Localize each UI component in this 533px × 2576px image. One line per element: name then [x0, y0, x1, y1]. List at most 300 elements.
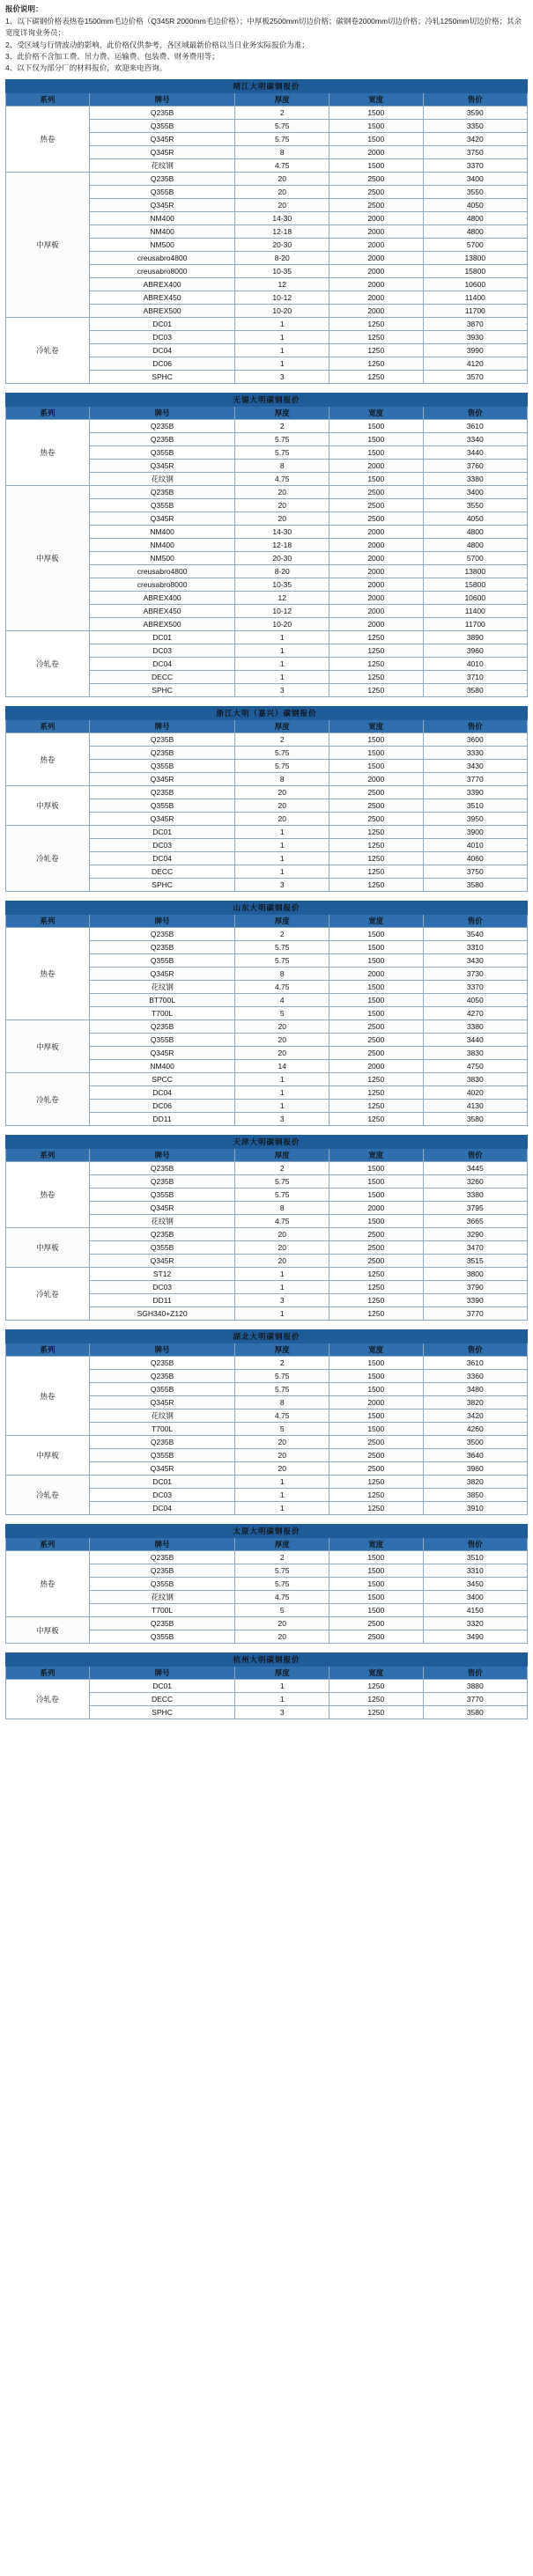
series-category: 热卷 [6, 107, 90, 173]
grade-cell: NM400 [89, 225, 235, 239]
column-header: 售价 [423, 1149, 527, 1162]
price-cell: 3580 [423, 1706, 527, 1719]
thickness-cell: 1 [235, 1086, 329, 1100]
price-cell: 11700 [423, 618, 527, 631]
grade-cell: DECC [89, 671, 235, 684]
grade-cell: NM400 [89, 212, 235, 225]
thickness-cell: 1 [235, 357, 329, 371]
series-category: 中厚板 [6, 1436, 90, 1476]
price-cell: 3290 [423, 1228, 527, 1241]
grade-cell: SPHC [89, 879, 235, 892]
price-cell: 3880 [423, 1680, 527, 1693]
grade-cell: Q345R [89, 199, 235, 212]
thickness-cell: 8 [235, 460, 329, 473]
grade-cell: DC04 [89, 344, 235, 357]
grade-cell: Q355B [89, 1449, 235, 1462]
price-cell: 4260 [423, 1423, 527, 1436]
price-cell: 3380 [423, 1189, 527, 1202]
grade-cell: DECC [89, 865, 235, 879]
grade-cell: Q235B [89, 786, 235, 799]
width-cell: 1500 [329, 1175, 424, 1189]
width-cell: 1250 [329, 839, 424, 852]
price-cell: 3350 [423, 120, 527, 133]
series-category: 冷轧卷 [6, 826, 90, 892]
width-cell: 2000 [329, 605, 424, 618]
table-row [6, 1617, 528, 1630]
width-cell: 1500 [329, 1409, 424, 1423]
price-cell: 3480 [423, 1383, 527, 1396]
thickness-cell: 2 [235, 1357, 329, 1370]
thickness-cell: 5.75 [235, 941, 329, 954]
price-cell: 3830 [423, 1073, 527, 1086]
table-title: 浙江大明（嘉兴）碳钢报价 [6, 707, 528, 720]
table-row [6, 486, 528, 499]
column-header: 厚度 [235, 720, 329, 733]
width-cell: 2500 [329, 1449, 424, 1462]
table-row [6, 631, 528, 644]
width-cell: 2000 [329, 291, 424, 305]
width-cell: 1250 [329, 331, 424, 344]
thickness-cell: 14-30 [235, 212, 329, 225]
column-header: 宽度 [329, 1667, 424, 1680]
price-cell: 4060 [423, 852, 527, 865]
price-cell: 3610 [423, 420, 527, 433]
table-row [6, 1680, 528, 1693]
thickness-cell: 8 [235, 146, 329, 159]
table-header-row [6, 1149, 528, 1162]
width-cell: 1500 [329, 928, 424, 941]
price-cell: 3550 [423, 186, 527, 199]
width-cell: 1500 [329, 420, 424, 433]
grade-cell: Q345R [89, 1255, 235, 1268]
price-cell: 4050 [423, 994, 527, 1007]
price-cell: 3400 [423, 1591, 527, 1604]
price-cell: 11700 [423, 305, 527, 318]
thickness-cell: 10-35 [235, 265, 329, 278]
table-row [6, 1268, 528, 1281]
column-header: 厚度 [235, 93, 329, 107]
grade-cell: DC04 [89, 1086, 235, 1100]
width-cell: 1250 [329, 1489, 424, 1502]
price-cell: 3790 [423, 1281, 527, 1294]
grade-cell: DC03 [89, 1281, 235, 1294]
price-cell: 4020 [423, 1086, 527, 1100]
thickness-cell: 5.75 [235, 1370, 329, 1383]
price-table [5, 79, 528, 384]
thickness-cell: 20-30 [235, 552, 329, 565]
price-cell: 3430 [423, 760, 527, 773]
width-cell: 2500 [329, 1020, 424, 1034]
thickness-cell: 20 [235, 813, 329, 826]
width-cell: 1500 [329, 159, 424, 173]
price-table [5, 1329, 528, 1515]
price-cell: 3710 [423, 671, 527, 684]
grade-cell: Q235B [89, 747, 235, 760]
width-cell: 1250 [329, 318, 424, 331]
table-row [6, 786, 528, 799]
column-header: 售价 [423, 720, 527, 733]
thickness-cell: 1 [235, 839, 329, 852]
price-cell: 3310 [423, 941, 527, 954]
price-cell: 3600 [423, 733, 527, 747]
grade-cell: creusabro8000 [89, 265, 235, 278]
width-cell: 1500 [329, 1357, 424, 1370]
thickness-cell: 3 [235, 684, 329, 697]
column-header: 系列 [6, 1149, 90, 1162]
width-cell: 1500 [329, 1604, 424, 1617]
grade-cell: creusabro4800 [89, 565, 235, 578]
table-header-row [6, 915, 528, 928]
width-cell: 2500 [329, 1617, 424, 1630]
width-cell: 1500 [329, 120, 424, 133]
price-table [5, 1652, 528, 1719]
grade-cell: Q355B [89, 446, 235, 460]
width-cell: 1500 [329, 1591, 424, 1604]
grade-cell: 花纹钢 [89, 159, 235, 173]
price-cell: 3440 [423, 446, 527, 460]
price-cell: 3750 [423, 865, 527, 879]
width-cell: 1500 [329, 133, 424, 146]
width-cell: 1250 [329, 1476, 424, 1489]
thickness-cell: 20 [235, 799, 329, 813]
grade-cell: Q345R [89, 1462, 235, 1476]
thickness-cell: 1 [235, 1680, 329, 1693]
grade-cell: T700L [89, 1604, 235, 1617]
column-header: 宽度 [329, 915, 424, 928]
price-cell: 4120 [423, 357, 527, 371]
grade-cell: T700L [89, 1007, 235, 1020]
thickness-cell: 20 [235, 1436, 329, 1449]
price-cell: 4010 [423, 658, 527, 671]
column-header: 牌号 [89, 1667, 235, 1680]
table-title: 湖北大明碳钢报价 [6, 1330, 528, 1343]
thickness-cell: 8 [235, 773, 329, 786]
series-category: 冷轧卷 [6, 1073, 90, 1126]
price-cell: 4150 [423, 1604, 527, 1617]
price-cell: 10600 [423, 278, 527, 291]
grade-cell: Q355B [89, 499, 235, 512]
price-cell: 3450 [423, 1578, 527, 1591]
width-cell: 1250 [329, 684, 424, 697]
price-cell: 3870 [423, 318, 527, 331]
thickness-cell: 20-30 [235, 239, 329, 252]
column-header: 系列 [6, 407, 90, 420]
width-cell: 1500 [329, 1551, 424, 1564]
width-cell: 1250 [329, 631, 424, 644]
price-cell: 3580 [423, 1113, 527, 1126]
thickness-cell: 5.75 [235, 1189, 329, 1202]
table-title: 杭州大明碳钢报价 [6, 1653, 528, 1667]
column-header: 系列 [6, 915, 90, 928]
width-cell: 1250 [329, 344, 424, 357]
width-cell: 2500 [329, 1462, 424, 1476]
width-cell: 2500 [329, 1241, 424, 1255]
width-cell: 1500 [329, 954, 424, 968]
grade-cell: Q235B [89, 1020, 235, 1034]
column-header: 售价 [423, 915, 527, 928]
grade-cell: Q355B [89, 1630, 235, 1644]
width-cell: 2500 [329, 1630, 424, 1644]
grade-cell: 花纹钢 [89, 1215, 235, 1228]
price-cell: 11400 [423, 291, 527, 305]
price-cell: 3770 [423, 773, 527, 786]
width-cell: 2500 [329, 1228, 424, 1241]
grade-cell: Q235B [89, 173, 235, 186]
width-cell: 2500 [329, 499, 424, 512]
width-cell: 2000 [329, 460, 424, 473]
price-cell: 4130 [423, 1100, 527, 1113]
grade-cell: Q355B [89, 1578, 235, 1591]
column-header: 系列 [6, 1667, 90, 1680]
column-header: 宽度 [329, 1149, 424, 1162]
column-header: 系列 [6, 720, 90, 733]
price-cell: 3470 [423, 1241, 527, 1255]
thickness-cell: 1 [235, 852, 329, 865]
column-header: 宽度 [329, 720, 424, 733]
series-category: 中厚板 [6, 1228, 90, 1268]
price-cell: 3730 [423, 968, 527, 981]
price-cell: 3340 [423, 433, 527, 446]
thickness-cell: 20 [235, 1228, 329, 1241]
table-row [6, 1476, 528, 1489]
grade-cell: Q235B [89, 1162, 235, 1175]
thickness-cell: 3 [235, 879, 329, 892]
price-cell: 4010 [423, 839, 527, 852]
grade-cell: Q355B [89, 186, 235, 199]
price-cell: 15800 [423, 578, 527, 592]
width-cell: 2500 [329, 799, 424, 813]
grade-cell: SPHC [89, 1706, 235, 1719]
price-cell: 3590 [423, 107, 527, 120]
thickness-cell: 3 [235, 1294, 329, 1307]
thickness-cell: 20 [235, 486, 329, 499]
thickness-cell: 1 [235, 1476, 329, 1489]
price-cell: 3510 [423, 1551, 527, 1564]
width-cell: 2500 [329, 1255, 424, 1268]
width-cell: 1500 [329, 1007, 424, 1020]
price-cell: 4800 [423, 225, 527, 239]
width-cell: 1500 [329, 433, 424, 446]
width-cell: 2500 [329, 186, 424, 199]
price-cell: 4050 [423, 199, 527, 212]
grade-cell: Q235B [89, 433, 235, 446]
thickness-cell: 20 [235, 173, 329, 186]
thickness-cell: 20 [235, 1047, 329, 1060]
column-header: 售价 [423, 407, 527, 420]
table-header-row [6, 1667, 528, 1680]
width-cell: 1500 [329, 1564, 424, 1578]
grade-cell: Q235B [89, 1617, 235, 1630]
grade-cell: Q235B [89, 941, 235, 954]
thickness-cell: 2 [235, 1162, 329, 1175]
price-cell: 3390 [423, 1294, 527, 1307]
width-cell: 1250 [329, 658, 424, 671]
thickness-cell: 5.75 [235, 1564, 329, 1578]
thickness-cell: 8-20 [235, 252, 329, 265]
table-header-row [6, 720, 528, 733]
grade-cell: SPHC [89, 371, 235, 384]
price-cell: 4800 [423, 212, 527, 225]
price-cell: 3430 [423, 954, 527, 968]
thickness-cell: 20 [235, 1034, 329, 1047]
price-table [5, 1135, 528, 1321]
table-row [6, 420, 528, 433]
grade-cell: DC01 [89, 631, 235, 644]
price-cell: 5700 [423, 552, 527, 565]
width-cell: 1500 [329, 1578, 424, 1591]
thickness-cell: 20 [235, 1617, 329, 1630]
thickness-cell: 5.75 [235, 954, 329, 968]
thickness-cell: 14 [235, 1060, 329, 1073]
width-cell: 2000 [329, 592, 424, 605]
grade-cell: DC06 [89, 1100, 235, 1113]
column-header: 牌号 [89, 93, 235, 107]
grade-cell: DC01 [89, 1680, 235, 1693]
column-header: 牌号 [89, 1343, 235, 1357]
width-cell: 2500 [329, 1034, 424, 1047]
width-cell: 2000 [329, 968, 424, 981]
width-cell: 2000 [329, 265, 424, 278]
price-cell: 3990 [423, 344, 527, 357]
series-category: 热卷 [6, 928, 90, 1020]
thickness-cell: 5.75 [235, 120, 329, 133]
price-cell: 3850 [423, 1489, 527, 1502]
table-title: 无锡大明碳钢报价 [6, 394, 528, 407]
table-header-row [6, 1538, 528, 1551]
grade-cell: DD11 [89, 1294, 235, 1307]
price-cell: 3610 [423, 1357, 527, 1370]
width-cell: 1250 [329, 1281, 424, 1294]
grade-cell: Q355B [89, 1189, 235, 1202]
width-cell: 2000 [329, 146, 424, 159]
table-row [6, 318, 528, 331]
thickness-cell: 20 [235, 1630, 329, 1644]
price-cell: 3540 [423, 928, 527, 941]
thickness-cell: 20 [235, 1020, 329, 1034]
table-header-row [6, 93, 528, 107]
grade-cell: DC01 [89, 318, 235, 331]
width-cell: 1500 [329, 107, 424, 120]
table-row [6, 733, 528, 747]
grade-cell: creusabro4800 [89, 252, 235, 265]
grade-cell: Q235B [89, 1551, 235, 1564]
table-row [6, 173, 528, 186]
grade-cell: Q345R [89, 813, 235, 826]
column-header: 售价 [423, 93, 527, 107]
price-cell: 3400 [423, 173, 527, 186]
grade-cell: Q345R [89, 460, 235, 473]
width-cell: 2000 [329, 252, 424, 265]
width-cell: 2000 [329, 773, 424, 786]
price-cell: 3950 [423, 813, 527, 826]
grade-cell: DC01 [89, 1476, 235, 1489]
thickness-cell: 20 [235, 199, 329, 212]
table-title: 靖江大明碳钢报价 [6, 80, 528, 93]
table-row [6, 928, 528, 941]
width-cell: 1500 [329, 981, 424, 994]
grade-cell: Q235B [89, 420, 235, 433]
thickness-cell: 20 [235, 499, 329, 512]
width-cell: 1250 [329, 371, 424, 384]
price-cell: 3440 [423, 1034, 527, 1047]
width-cell: 2000 [329, 212, 424, 225]
thickness-cell: 20 [235, 786, 329, 799]
table-row [6, 1228, 528, 1241]
grade-cell: BT700L [89, 994, 235, 1007]
thickness-cell: 14-30 [235, 526, 329, 539]
thickness-cell: 5.75 [235, 446, 329, 460]
grade-cell: Q235B [89, 1228, 235, 1241]
column-header: 系列 [6, 93, 90, 107]
width-cell: 2000 [329, 305, 424, 318]
width-cell: 2000 [329, 1060, 424, 1073]
table-header-row [6, 407, 528, 420]
thickness-cell: 4 [235, 994, 329, 1007]
thickness-cell: 20 [235, 1449, 329, 1462]
table-row [6, 1357, 528, 1370]
table-header-row [6, 1343, 528, 1357]
price-cell: 13800 [423, 565, 527, 578]
price-cell: 4800 [423, 539, 527, 552]
grade-cell: Q235B [89, 1436, 235, 1449]
thickness-cell: 4.75 [235, 1409, 329, 1423]
price-cell: 3770 [423, 1693, 527, 1706]
series-category: 中厚板 [6, 486, 90, 631]
width-cell: 2000 [329, 565, 424, 578]
thickness-cell: 1 [235, 1693, 329, 1706]
thickness-cell: 20 [235, 512, 329, 526]
grade-cell: SPHC [89, 684, 235, 697]
width-cell: 1500 [329, 1215, 424, 1228]
grade-cell: ABREX450 [89, 291, 235, 305]
grade-cell: Q235B [89, 928, 235, 941]
price-table [5, 706, 528, 892]
grade-cell: Q355B [89, 1383, 235, 1396]
price-cell: 3820 [423, 1396, 527, 1409]
series-category: 冷轧卷 [6, 1476, 90, 1515]
thickness-cell: 5.75 [235, 1578, 329, 1591]
thickness-cell: 5 [235, 1007, 329, 1020]
thickness-cell: 4.75 [235, 1215, 329, 1228]
price-cell: 3260 [423, 1175, 527, 1189]
thickness-cell: 8 [235, 1202, 329, 1215]
grade-cell: NM400 [89, 526, 235, 539]
column-header: 厚度 [235, 1538, 329, 1551]
series-category: 冷轧卷 [6, 318, 90, 384]
thickness-cell: 12-18 [235, 225, 329, 239]
thickness-cell: 1 [235, 344, 329, 357]
grade-cell: 花纹钢 [89, 1591, 235, 1604]
grade-cell: Q345R [89, 1202, 235, 1215]
thickness-cell: 10-12 [235, 291, 329, 305]
series-category: 中厚板 [6, 1020, 90, 1073]
table-row [6, 1551, 528, 1564]
price-cell: 3420 [423, 1409, 527, 1423]
grade-cell: 花纹钢 [89, 981, 235, 994]
thickness-cell: 12 [235, 592, 329, 605]
column-header: 厚度 [235, 915, 329, 928]
width-cell: 2000 [329, 225, 424, 239]
grade-cell: Q345R [89, 1047, 235, 1060]
width-cell: 1250 [329, 879, 424, 892]
price-cell: 3370 [423, 159, 527, 173]
note-line: 1、以下碳钢价格表热卷1500mm毛边价格（Q345R 2000mm毛边价格）；中厚板2500mm切边价格；碳钢卷2000mm切边价格；冷轧1250mm切边价格；其余宽度详询业务员； [5, 17, 522, 38]
thickness-cell: 1 [235, 331, 329, 344]
grade-cell: Q235B [89, 733, 235, 747]
price-cell: 3770 [423, 1307, 527, 1321]
thickness-cell: 1 [235, 318, 329, 331]
width-cell: 2000 [329, 1396, 424, 1409]
